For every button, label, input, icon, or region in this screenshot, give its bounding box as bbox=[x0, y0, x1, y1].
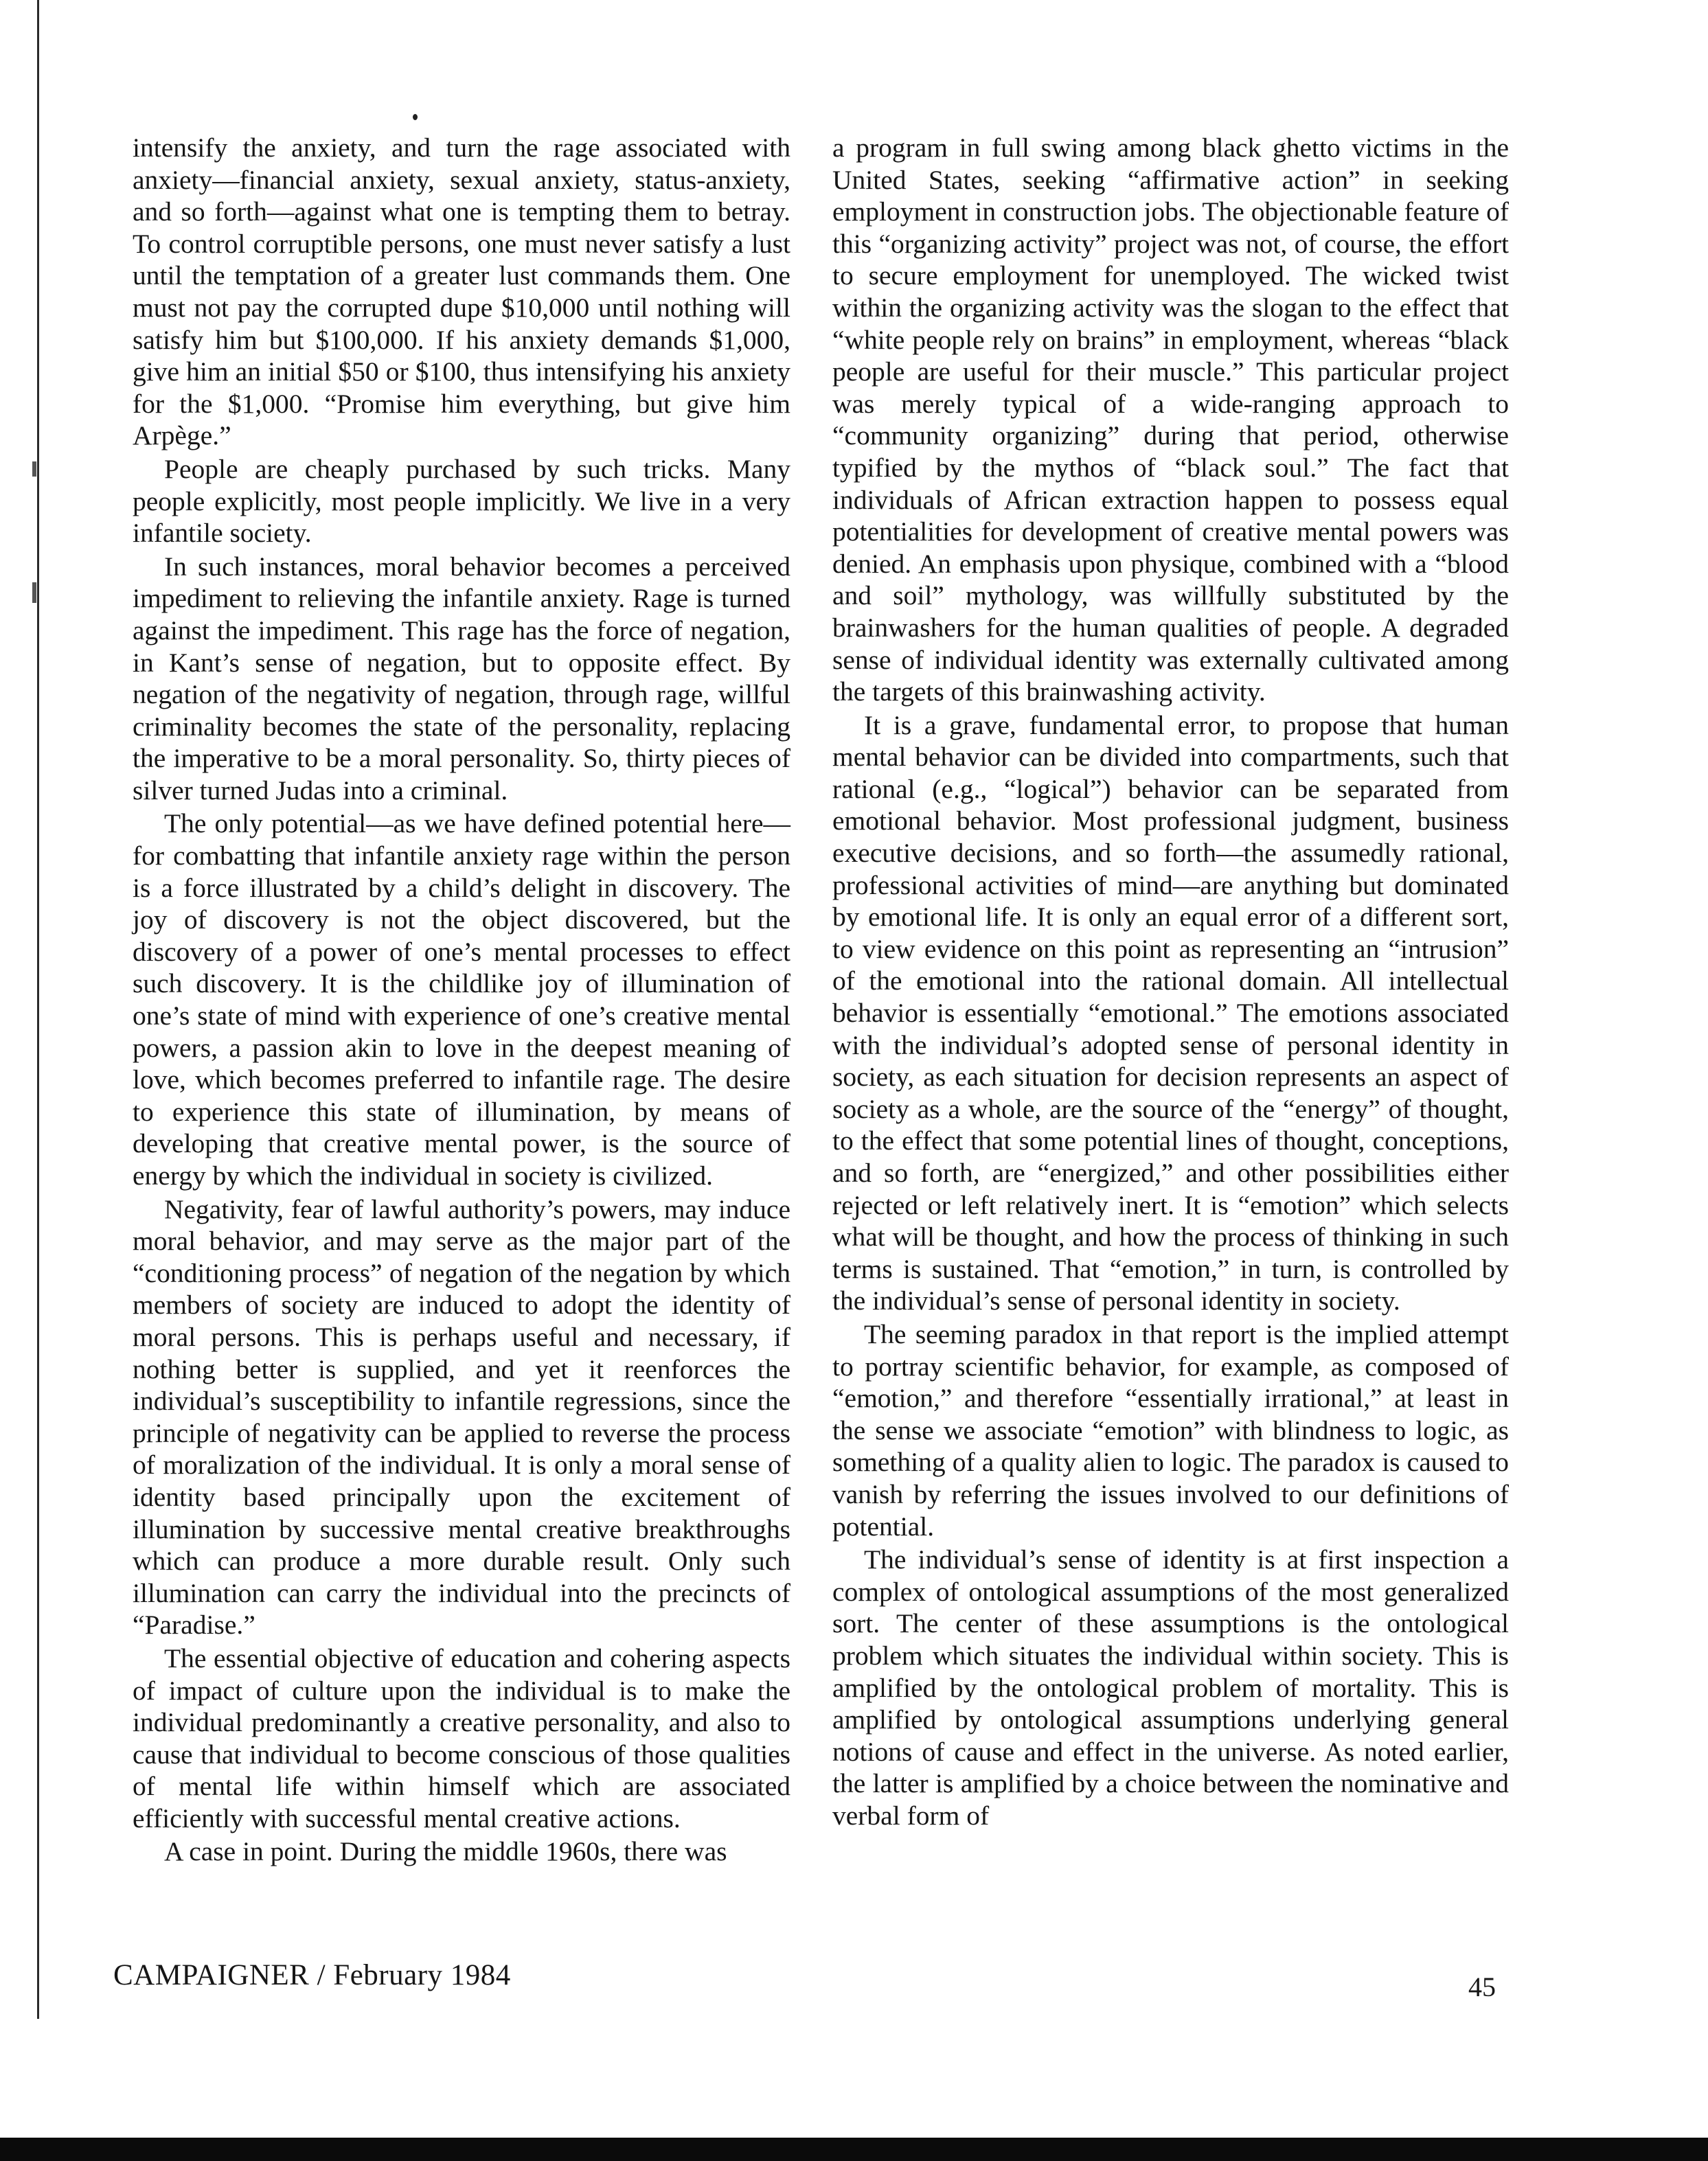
paragraph: It is a grave, fundamental error, to propose that human mental behavior can be divided into compartments, such that rational (e.g., “logical”) behavior can be separated from emotional behavior. Most professional judgment, business executive decisions, and so forth—the assumedly rational, professional activities of mind—are anything but dominated by emotional life. It is only an equal error of a different sort, to view evidence on this point as representing an “intrusion” of the emotional into the rational domain. All intellectual behavior is essentially “emotional.” The emotions associated with the individual’s adopted sense of personal identity in society, as each situation for decision represents an aspect of society as a whole, are the source of the “energy” of thought, to the effect that some potential lines of thought, conceptions, and so forth, are “energized,” and other possibilities either rejected or left relatively inert. It is “emotion” which selects what will be thought, and how the process of thinking in such terms is sustained. That “emotion,” in turn, is controlled by the individual’s sense of personal identity in society. bbox=[832, 709, 1509, 1316]
stray-mark bbox=[413, 114, 418, 120]
margin-mark bbox=[32, 461, 36, 477]
publication-footer: CAMPAIGNER / February 1984 bbox=[113, 1959, 511, 1991]
paragraph: Negativity, fear of lawful authority’s powers, may induce moral behavior, and may serve as the major part of the “conditioning process” of negation of the negation by which members of society are induced to adopt the identity of moral persons. This is perhaps useful and necessary, if nothing better is supplied, and yet it reenforces the individual’s susceptibility to infantile regressions, since the principle of negativity can be applied to reverse the process of moralization of the individual. It is only a moral sense of identity based principally upon the excitement of illumination by successive mental creative breakthroughs which can produce a more durable result. Only such illumination can carry the individual into the precincts of “Paradise.” bbox=[133, 1193, 790, 1640]
page-number: 45 bbox=[1468, 1971, 1496, 2002]
paragraph: A case in point. During the middle 1960s, there was bbox=[164, 1836, 727, 1867]
scan-border bbox=[0, 2138, 1708, 2161]
paragraph: People are cheaply purchased by such tricks. Many people explicitly, most people implicitly. We live in a very infantile society. bbox=[133, 453, 790, 549]
paragraph: The seeming paradox in that report is the implied attempt to portray scientific behavior, for example, as composed of “emotion,” and therefore “essentially irrational,” at least in the sense we associate “emotion” with blindness to logic, as something of a quality alien to logic. The paradox is caused to vanish by referring the issues involved to our definitions of potential. bbox=[832, 1318, 1509, 1542]
left-column bbox=[133, 132, 790, 1868]
paragraph: In such instances, moral behavior becomes a perceived impediment to relieving the infantile anxiety. Rage is turned against the impediment. This rage has the force of negation, in Kant’s sense of negation, but to opposite effect. By negation of the negativity of negation, through rage, willful criminality becomes the state of the personality, replacing the imperative to be a moral personality. So, thirty pieces of silver turned Judas into a criminal. bbox=[133, 551, 790, 805]
paragraph: The essential objective of education and cohering aspects of impact of culture upon the individual is to make the individual predominantly a creative personality, and also to cause that individual to become conscious of those qualities of mental life within himself which are associated efficiently with successful mental creative actions. bbox=[133, 1643, 790, 1833]
margin-mark bbox=[32, 582, 36, 603]
paragraph: intensify the anxiety, and turn the rage associated with anxiety—financial anxiety, sexual anxiety, status-anxiety, and so forth—against what one is tempting them to betray. To control corruptible persons, one must never satisfy a lust until the temptation of a greater lust commands them. One must not pay the corrupted dupe $10,000 until nothing will satisfy him but $100,000. If his anxiety demands $1,000, give him an initial $50 or $100, thus intensifying his anxiety for the $1,000. “Promise him everything, but give him Arpège.” bbox=[133, 133, 790, 451]
paragraph: a program in full swing among black ghetto victims in the United States, seeking “affirmative action” in seeking employment in construction jobs. The objectionable feature of this “organizing activity” project was not, of course, the effort to secure employment for unemployed. The wicked twist within the organizing activity was the slogan to the effect that “white people rely on brains” in employment, whereas “black people are useful for their muscle.” This particular project was merely typical of a wide-ranging approach to “community organizing” during that period, otherwise typified by the mythos of “black soul.” The fact that individuals of African extraction happen to possess equal potentialities for development of creative mental powers was denied. An emphasis upon physique, combined with a “blood and soil” mythology, was willfully substituted by the brainwashers for the human qualities of people. A degraded sense of individual identity was externally cultivated among the targets of this brainwashing activity. bbox=[832, 133, 1509, 707]
right-column bbox=[832, 132, 1509, 1831]
paragraph: The only potential—as we have defined potential here—for combatting that infantile anxiety rage within the person is a force illustrated by a child’s delight in discovery. The joy of discovery is not the object discovered, but the discovery of a power of one’s mental processes to effect such discovery. It is the childlike joy of illumination of one’s state of mind with experience of one’s creative mental powers, a passion akin to love in the deepest meaning of love, which becomes preferred to infantile rage. The desire to experience this state of illumination, by means of developing that creative mental power, is the source of energy by which the individual in society is civilized. bbox=[133, 808, 790, 1191]
page-binding-edge bbox=[37, 0, 39, 2019]
paragraph: The individual’s sense of identity is at first inspection a complex of ontological assumptions of the most generalized sort. The center of these assumptions is the ontological problem which situates the individual within society. This is amplified by the ontological problem of mortality. This is amplified by ontological assumptions underlying general notions of cause and effect in the universe. As noted earlier, the latter is amplified by a choice between the nominative and verbal form of bbox=[832, 1544, 1509, 1831]
